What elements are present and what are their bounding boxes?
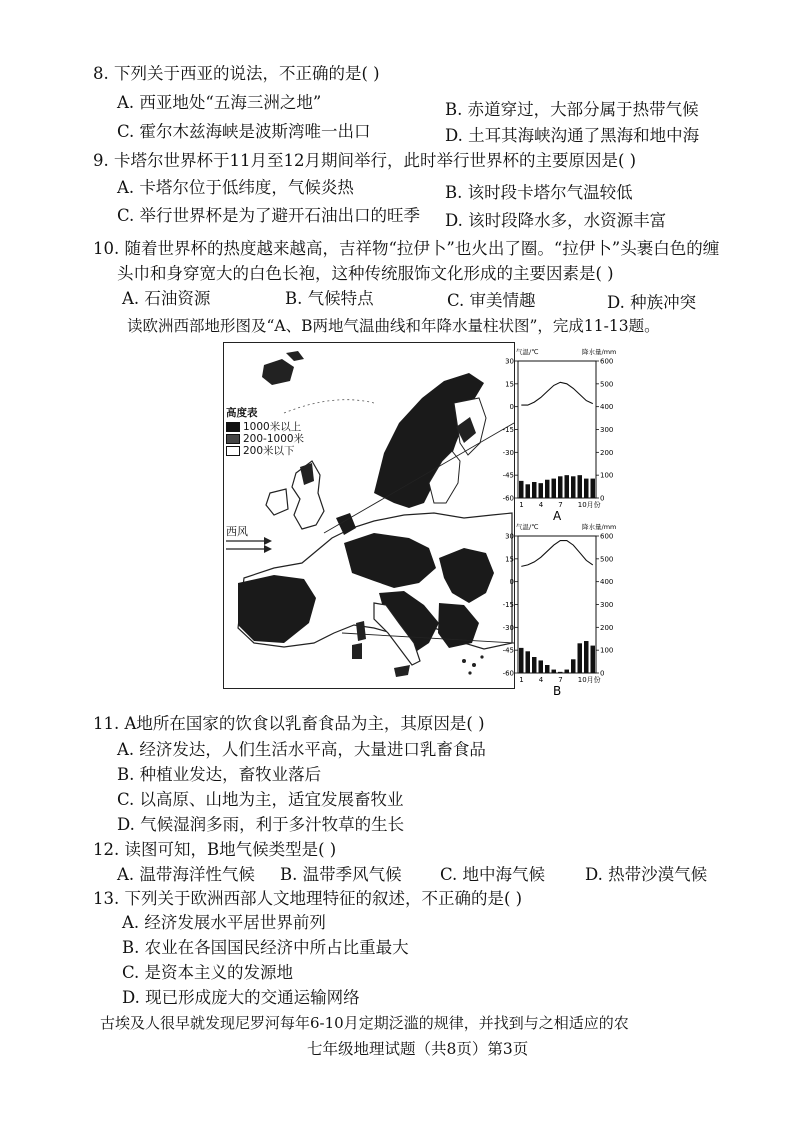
q8-option-b[interactable]: B. 赤道穿过，大部分属于热带气候	[445, 100, 699, 119]
chart-a-ylabel-right: 降水量/mm	[582, 348, 617, 356]
chart-a-precip-bar	[591, 479, 596, 498]
q13-stem: 13. 下列关于欧洲西部人文地理特征的叙述，不正确的是( )	[93, 889, 523, 908]
q10-option-d[interactable]: D. 种族冲突	[607, 293, 697, 312]
chart-b-ylabel-left: 气温/℃	[516, 523, 539, 531]
chart-b-temp-tick-label: 30	[505, 532, 514, 541]
chart-a-precip-tick-label: 600	[600, 357, 614, 366]
chart-b-ylabel-right: 降水量/mm	[582, 523, 617, 531]
q11-option-a[interactable]: A. 经济发达，人们生活水平高，大量进口乳畜食品	[117, 740, 486, 759]
chart-b-temp-line	[521, 541, 593, 567]
figure-intro: 读欧洲西部地形图及“A、B两地气温曲线和年降水量柱状图”，完成11-13题。	[127, 317, 660, 335]
legend-label: 1000米以上	[243, 421, 302, 433]
q10-option-b[interactable]: B. 气候特点	[285, 289, 374, 308]
q10-option-c[interactable]: C. 审美情趣	[447, 291, 536, 310]
chart-a-precip-bar	[526, 484, 531, 498]
chart-b-precip-bar	[539, 660, 544, 673]
q9-option-d[interactable]: D. 该时段降水多，水资源丰富	[445, 211, 667, 230]
q11-option-c[interactable]: C. 以高原、山地为主，适宜发展畜牧业	[117, 790, 404, 809]
chart-a-x-tick-label: 7	[558, 501, 563, 509]
chart-b-x-tick-label: 7	[558, 676, 563, 684]
legend-label: 200米以下	[243, 445, 295, 457]
chart-a-precip-bar	[571, 476, 576, 498]
chart-b-precip-bar	[545, 665, 550, 673]
chart-a-precip-bar	[552, 479, 557, 498]
legend-item-high	[226, 421, 304, 433]
chart-a-temp-tick-label: 0	[509, 403, 514, 412]
chart-b-precip-bar	[565, 670, 570, 673]
legend-swatch-white	[226, 446, 240, 456]
chart-a-precip-bar	[558, 476, 563, 498]
q12-option-d[interactable]: D. 热带沙漠气候	[585, 865, 708, 884]
chart-b-temp-tick-label: -60	[502, 669, 514, 678]
climate-chart-b	[500, 520, 618, 703]
chart-b-temp-tick-label: -30	[502, 623, 514, 632]
chart-a-temp-tick-label: -15	[502, 426, 514, 434]
page-footer: 七年级地理试题（共8页）第3页	[307, 1040, 529, 1058]
chart-b-precip-bar	[571, 659, 576, 673]
chart-a-temp-line	[521, 382, 593, 405]
chart-b-precip-bar	[591, 646, 596, 673]
europe-map	[223, 342, 515, 689]
q13-option-b[interactable]: B. 农业在各国国民经济中所占比重最大	[122, 938, 409, 957]
q11-stem: 11. A地所在国家的饮食以乳畜食品为主，其原因是( )	[93, 714, 485, 733]
chart-b-precip-bar	[519, 648, 524, 673]
q9-stem: 9. 卡塔尔世界杯于11月至12月期间举行，此时举行世界杯的主要原因是( )	[93, 151, 637, 170]
q12-option-b[interactable]: B. 温带季风气候	[280, 865, 402, 884]
chart-b-temp-tick-label: -45	[502, 646, 514, 655]
chart-b-precip-tick-label: 0	[600, 669, 605, 678]
climate-chart-a	[500, 345, 618, 528]
chart-a-temp-tick-label: 15	[505, 380, 514, 389]
next-question-line: 古埃及人很早就发现尼罗河每年6-10月定期泛滥的规律，并找到与之相适应的农	[100, 1014, 629, 1032]
chart-a-precip-bar	[539, 483, 544, 498]
legend-item-low	[226, 445, 304, 457]
chart-a-temp-tick-label: -45	[502, 471, 514, 480]
chart-b-precip-bar	[578, 643, 583, 673]
legend-item-mid	[226, 433, 304, 445]
q10-stem-line1: 10. 随着世界杯的热度越来越高，吉祥物“拉伊卜”也火出了圈。“拉伊卜”头裹白色的缠	[93, 239, 720, 258]
q8-option-a[interactable]: A. 西亚地处“五海三洲之地”	[117, 93, 322, 112]
chart-b-precip-bar	[532, 657, 537, 673]
chart-a-x-tick-label: 4	[538, 501, 544, 509]
legend-swatch-black	[226, 422, 240, 432]
chart-a-precip-tick-label: 100	[600, 471, 614, 480]
chart-b-label: B	[553, 684, 562, 698]
chart-b-precip-tick-label: 300	[600, 601, 614, 609]
q9-option-b[interactable]: B. 该时段卡塔尔气温较低	[445, 183, 633, 202]
chart-b-precip-tick-label: 200	[600, 623, 614, 632]
chart-b-x-tick-label: 4	[538, 676, 544, 684]
q8-stem: 8. 下列关于西亚的说法，不正确的是( )	[93, 64, 380, 83]
chart-a-precip-bar	[545, 480, 550, 498]
west-wind-label: 西风	[226, 525, 248, 538]
q13-option-a[interactable]: A. 经济发展水平居世界前列	[122, 913, 326, 932]
q10-option-a[interactable]: A. 石油资源	[122, 289, 211, 308]
q11-option-d[interactable]: D. 气候湿润多雨，利于多汁牧草的生长	[117, 815, 405, 834]
chart-a-precip-tick-label: 300	[600, 426, 614, 434]
chart-b-x-tick-label: 10月份	[577, 676, 601, 684]
chart-a-x-tick-label: 10月份	[577, 501, 601, 509]
q9-option-c[interactable]: C. 举行世界杯是为了避开石油出口的旺季	[117, 206, 421, 225]
q12-option-c[interactable]: C. 地中海气候	[440, 865, 546, 884]
chart-b-precip-tick-label: 400	[600, 578, 614, 587]
legend-label: 200-1000米	[243, 433, 305, 445]
q12-stem: 12. 读图可知，B地气候类型是( )	[93, 840, 337, 859]
chart-a-temp-tick-label: -30	[502, 448, 514, 457]
chart-a-plot-frame	[518, 361, 596, 498]
chart-b-precip-tick-label: 100	[600, 646, 614, 655]
q12-option-a[interactable]: A. 温带海洋性气候	[117, 865, 255, 884]
chart-b-temp-tick-label: -15	[502, 601, 514, 609]
chart-b-x-tick-label: 1	[519, 676, 524, 684]
chart-a-precip-bar	[578, 475, 583, 498]
q11-option-b[interactable]: B. 种植业发达，畜牧业落后	[117, 765, 322, 784]
chart-b-precip-tick-label: 600	[600, 532, 614, 541]
europe-map-graphic	[224, 343, 514, 688]
chart-b-temp-tick-label: 15	[505, 555, 514, 564]
chart-a-precip-tick-label: 500	[600, 380, 614, 389]
q13-option-d[interactable]: D. 现已形成庞大的交通运输网络	[122, 988, 360, 1007]
chart-a-precip-tick-label: 400	[600, 403, 614, 412]
chart-a-precip-tick-label: 0	[600, 494, 605, 503]
q8-option-d[interactable]: D. 土耳其海峡沟通了黑海和地中海	[445, 126, 700, 145]
chart-a-precip-tick-label: 200	[600, 448, 614, 457]
chart-b-precip-bar	[584, 641, 589, 673]
chart-a-x-tick-label: 1	[519, 501, 524, 509]
q9-option-a[interactable]: A. 卡塔尔位于低纬度，气候炎热	[117, 178, 354, 197]
chart-a-ylabel-left: 气温/℃	[516, 348, 539, 356]
legend-title: 高度表	[226, 407, 258, 419]
chart-a-precip-bar	[584, 479, 589, 498]
chart-b-precip-bar	[552, 670, 557, 673]
q8-option-c[interactable]: C. 霍尔木兹海峡是波斯湾唯一出口	[117, 122, 371, 141]
chart-b-precip-bar	[526, 651, 531, 673]
chart-a-precip-bar	[519, 481, 524, 498]
q10-stem-line2: 头巾和身穿宽大的白色长袍，这种传统服饰文化形成的主要因素是( )	[117, 264, 614, 283]
chart-b-precip-tick-label: 500	[600, 555, 614, 564]
chart-a-precip-bar	[565, 475, 570, 498]
chart-b-temp-tick-label: 0	[509, 578, 514, 587]
q13-option-c[interactable]: C. 是资本主义的发源地	[122, 963, 294, 982]
chart-a-label: A	[553, 509, 562, 523]
chart-a-temp-tick-label: -60	[502, 494, 514, 503]
chart-a-temp-tick-label: 30	[505, 357, 514, 366]
legend-swatch-dark	[226, 434, 240, 444]
chart-a-precip-bar	[532, 482, 537, 498]
chart-b-precip-bar	[558, 672, 563, 673]
